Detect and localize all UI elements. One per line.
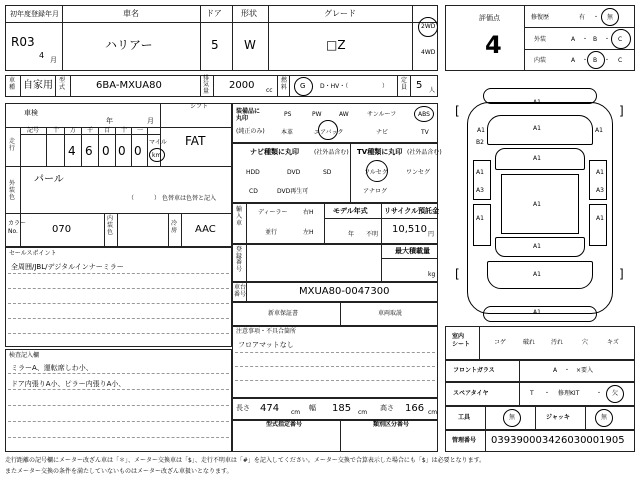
spare-tire-label: スペアタイヤ [453, 390, 489, 397]
tv-oneseg: ワンセグ [406, 169, 431, 176]
import-rhd: 右H [303, 209, 314, 216]
inspector-notes-label: 検査記入欄 [9, 352, 40, 359]
model-name: ハリアー [105, 38, 153, 52]
model-code: 6BA-MXUA80 [96, 80, 162, 91]
car-door-rr [589, 204, 607, 246]
fuel-option-d-hv: D・HV・（ [320, 83, 349, 90]
equipment-sub: (純正のみ) [236, 128, 265, 135]
classification-label: 類別区分番号 [373, 421, 410, 428]
int-grade-b: B [593, 57, 598, 64]
mileage-digit: 4 [68, 144, 76, 158]
inspection-label: 車検 [24, 109, 38, 117]
wheel-fl-bracket: [ [455, 104, 460, 118]
length-label: 長さ [236, 404, 250, 412]
exterior-grade-label: 外装 [534, 36, 547, 43]
displacement: 2000 [229, 80, 255, 91]
damage-mark: A1 [476, 215, 484, 222]
spare-tire-missing: 欠 [612, 390, 619, 397]
spare-tire-kit: 修理KIT [558, 390, 580, 397]
int-grade-sep: ・ [582, 57, 589, 64]
tv-fullseg: フルセグ [364, 169, 388, 176]
capacity: 5 [416, 80, 423, 91]
damage-mark: A1 [476, 169, 484, 176]
length-value: 474 [260, 403, 280, 414]
navi-label: ナビ種類に丸印 [250, 148, 299, 156]
exterior-paren-close: ） [154, 195, 161, 202]
management-number: 039390003426030001905 [491, 435, 625, 446]
mileage-digit: 6 [85, 144, 93, 158]
fuel-option-close: ） [382, 83, 389, 90]
tv-sub: (社外品含む) [407, 149, 442, 156]
km-unit: km [152, 152, 162, 159]
tools-value: 無 [509, 414, 516, 421]
inspection-month-unit: 月 [147, 117, 154, 125]
width-label: 幅 [309, 404, 316, 412]
int-grade-c: C [618, 57, 623, 64]
model-year-unit: 年 [348, 231, 355, 238]
model-code-label: 型 式 [59, 77, 66, 91]
footer-note: 走行距離の記号欄にメーター改ざん車は「＊」、メーター交換車は「$」、走行不明車は「#」を記入してください。メーター交換で合算表示した場合にも「$」は必要となります。 [5, 457, 486, 464]
seat-tear: 破れ [523, 339, 536, 346]
ext-grade-a: A [571, 36, 576, 43]
damage-mark: A1 [533, 201, 541, 208]
equip-navi: ナビ [376, 129, 389, 136]
front-glass-a: A [553, 367, 558, 374]
mileage-digit: 0 [134, 144, 142, 158]
damage-mark: A1 [596, 169, 604, 176]
damage-mark: A1 [595, 127, 603, 134]
reg-year-label: 初年度登録年月 [10, 10, 59, 18]
footer-note: またメーター交換の条件を満たしていないものはメーター改ざん車扱いとなります。 [5, 468, 233, 475]
height-label: 高さ [380, 404, 394, 412]
interior-color-label: 内 装 色 [107, 215, 114, 236]
repair-sep: ・ [593, 14, 600, 21]
seat-hole: 穴 [582, 339, 589, 346]
fuel-label: 燃 料 [281, 77, 288, 91]
width-value: 185 [332, 403, 352, 414]
max-load-label: 最大積載量 [395, 247, 430, 255]
tv-label: TV種類に丸印 [357, 148, 403, 156]
sales-point-text: 全周囲/JBL/デジタルインナーミラー [11, 263, 124, 271]
ext-grade-sep: ・ [582, 36, 589, 43]
inspection-year-unit: 年 [106, 117, 113, 125]
car-door-fl [473, 160, 491, 200]
drive-2wd: 2WD [421, 23, 436, 30]
spare-tire-sep: ・ [544, 390, 551, 397]
reg-month: 4 [39, 51, 45, 60]
equip-ps: PS [284, 111, 292, 118]
vehicle-manual: 車両取説 [378, 310, 403, 317]
mileage-header-symbol: 記号 [27, 127, 40, 134]
shift-label: シフト [190, 103, 209, 110]
mileage-digit: 0 [118, 144, 126, 158]
drive-4wd: 4WD [421, 49, 436, 56]
vehicle-type-label: 車 種 [9, 77, 16, 91]
seat-scratch: キズ [607, 339, 619, 346]
model-year-unknown: 不明 [366, 231, 379, 238]
int-grade-sep: ・ [604, 57, 611, 64]
model-year-label: モデル年式 [333, 207, 368, 215]
height-unit: cm [428, 409, 438, 416]
front-glass-label: フロントガラス [453, 367, 495, 374]
chassis-value: MXUA80-0047300 [299, 286, 390, 297]
tv-analog: アナログ [363, 188, 388, 195]
spare-tire-t: T [530, 390, 534, 397]
mileage-header-100: 百 [104, 127, 111, 134]
mileage-header-1k: 千 [87, 127, 94, 134]
spare-tire-sep: ・ [596, 390, 603, 397]
navi-hdd: HDD [246, 169, 260, 176]
shape-value: W [244, 38, 256, 52]
import-label: 輸 入 車 [236, 206, 243, 227]
doors-label: ドア [206, 9, 222, 18]
mileage-header-1: 一 [137, 127, 144, 134]
repair-label: 修復歴 [531, 14, 550, 21]
damage-mark: A3 [596, 187, 604, 194]
wheel-rl-bracket: [ [455, 267, 460, 281]
equip-pw: PW [312, 111, 322, 118]
mileage-label: 走 行 [9, 138, 16, 153]
ext-grade-sep: ・ [604, 36, 611, 43]
equip-aw: AW [339, 111, 349, 118]
model-name-label: 車名 [123, 9, 139, 18]
ac-label: 冷 房 [171, 220, 178, 235]
fuel-option-g: G [300, 82, 306, 90]
inspector-note-line: ドア内張りA小、ピラー内張りA小、 [11, 380, 126, 388]
car-diagram [445, 80, 635, 325]
score-value: 4 [485, 31, 502, 59]
sales-point-label: セールスポイント [9, 250, 57, 257]
color-no: 070 [52, 224, 72, 235]
import-lhd: 左H [303, 229, 314, 236]
equip-leather: 本革 [281, 129, 294, 136]
length-unit: cm [291, 409, 301, 416]
recycle-label: リサイクル預託金 [384, 207, 440, 215]
damage-mark: A1 [596, 215, 604, 222]
reg-month-unit: 月 [50, 56, 57, 64]
exterior-color: パール [34, 174, 64, 185]
height-value: 166 [405, 403, 425, 414]
import-parallel: 並行 [265, 229, 278, 236]
wheel-rr-bracket: ] [619, 267, 624, 281]
ac-value: AAC [195, 224, 216, 235]
capacity-unit: 人 [429, 87, 436, 94]
capacity-label: 定 員 [401, 77, 408, 91]
front-glass-replace: ×要入 [576, 367, 594, 374]
reg-year: R03 [11, 35, 35, 49]
wheel-fr-bracket: ] [619, 104, 624, 118]
ext-grade-b: B [593, 36, 598, 43]
displacement-unit: cc [266, 87, 273, 94]
displacement-label: 排 気 量 [203, 75, 210, 95]
grade-label: グレード [324, 9, 356, 18]
recycle-unit: 円 [428, 231, 435, 238]
shape-label: 形状 [241, 9, 257, 18]
damage-mark: A1 [533, 155, 541, 162]
color-no-label: カラー No. [8, 220, 27, 235]
exterior-paren-open: （ [128, 195, 135, 202]
jack-value: 無 [601, 414, 608, 421]
equip-abs: ABS [418, 111, 430, 118]
jack-label: ジャッキ [546, 414, 570, 421]
ext-grade-c: C [618, 36, 623, 43]
mileage-header-100k: 十 [53, 127, 60, 134]
shift-value: FAT [185, 134, 206, 148]
chassis-label: 車台 番号 [234, 284, 247, 299]
exterior-color-label: 外 装 色 [9, 180, 16, 202]
damage-mark: A1 [533, 99, 541, 106]
issues-frame [232, 326, 438, 398]
seat-burn: コゲ [494, 339, 507, 346]
front-glass-sep: ・ [564, 367, 571, 374]
grade-value: □Z [326, 38, 346, 52]
type-designation-label: 型式指定番号 [266, 421, 303, 428]
damage-mark: B2 [476, 139, 484, 146]
exterior-color-note: 色替車は色替と記入 [162, 195, 217, 202]
issues-text: フロアマットなし [238, 341, 294, 349]
repair-yes: 有 [579, 14, 586, 21]
import-dealer: ディーラー [258, 209, 288, 216]
vehicle-type: 自家用 [23, 80, 53, 91]
damage-mark: A1 [533, 243, 541, 250]
management-label: 管理番号 [452, 437, 477, 444]
mile-unit: マイル [149, 139, 167, 146]
inspector-note-line: ミラーA、運転席しわ小、 [11, 364, 93, 372]
equip-sunroof: サンルーフ [367, 111, 397, 118]
registration-no-label: 登 録 番 号 [236, 246, 243, 273]
repair-none: 無 [607, 14, 614, 21]
mileage-header-10k: 万 [70, 127, 77, 134]
mileage-header-10: 十 [121, 127, 128, 134]
issues-label: 注意事項・不具合箇所 [236, 328, 297, 335]
tools-label: 工具 [458, 414, 471, 421]
navi-dvd-playback: DVD再生可 [277, 188, 309, 195]
damage-mark: A1 [533, 125, 541, 132]
damage-mark: A1 [533, 309, 541, 316]
equipment-label: 装備品に 丸印 [236, 108, 261, 122]
navi-sub: (社外品含む) [314, 149, 349, 156]
sales-point-frame [5, 247, 232, 347]
interior-grade-label: 内装 [534, 57, 547, 64]
docs-frame [232, 302, 438, 326]
equip-tv: TV [421, 129, 429, 136]
navi-dvd: DVD [287, 169, 301, 176]
damage-mark: A1 [477, 127, 485, 134]
score-label: 評価点 [479, 14, 500, 22]
navi-sd: SD [323, 169, 332, 176]
doors-value: 5 [211, 38, 219, 52]
navi-cd: CD [249, 188, 258, 195]
car-door-rl [473, 204, 491, 246]
damage-mark: A1 [533, 271, 541, 278]
int-grade-a: A [571, 57, 576, 64]
new-car-warranty: 新車保証書 [268, 310, 299, 317]
seat-stain: 汚れ [551, 339, 564, 346]
mileage-digit: 0 [102, 144, 110, 158]
width-unit: cm [358, 409, 368, 416]
equip-airbag: エアバック [314, 129, 344, 136]
max-load-unit: kg [428, 271, 436, 278]
seat-label: 室内 シート [452, 333, 471, 348]
damage-mark: A3 [476, 187, 484, 194]
recycle-value: 10,510 [392, 224, 427, 235]
car-door-fr [589, 160, 607, 200]
